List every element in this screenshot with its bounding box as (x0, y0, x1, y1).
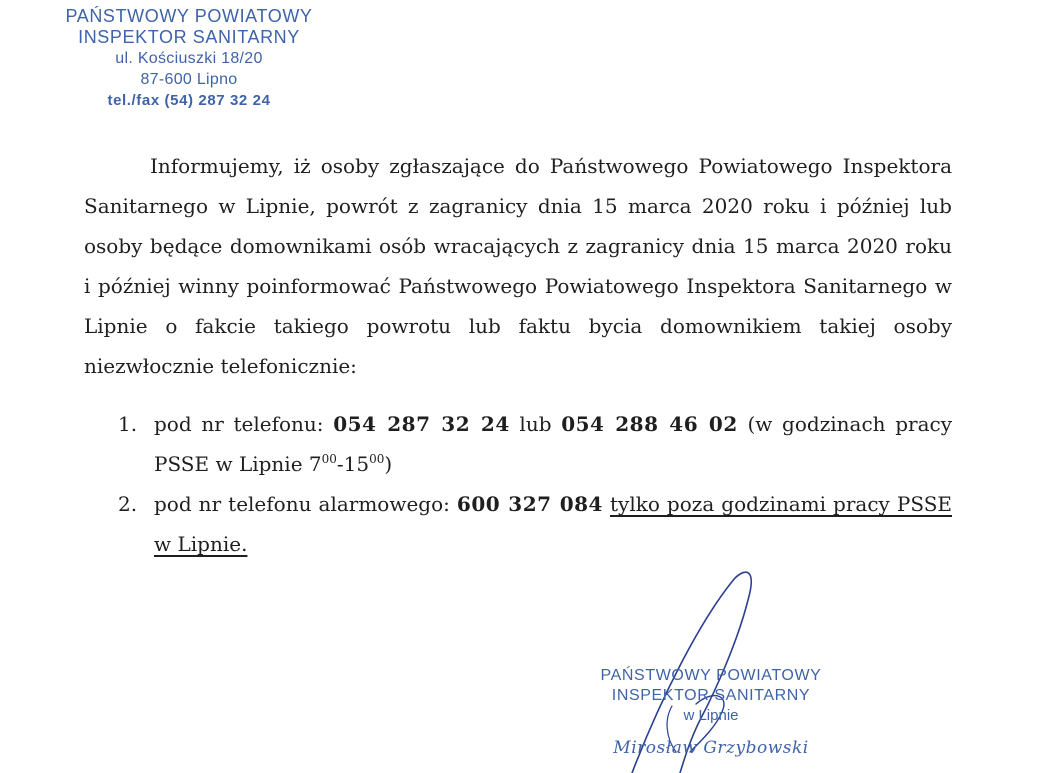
working-hours-text: (w godzinach pracy PSSE w Lipnie 7 (154, 412, 953, 476)
hours-dash: -15 (336, 452, 370, 476)
stamp-line-street: ul. Kościuszki 18/20 (115, 50, 263, 67)
header-stamp (44, 6, 334, 111)
announcement-paragraph (84, 146, 952, 386)
stamp-line-institution: PAŃSTWOWY POWIATOWY (65, 6, 313, 26)
contact-list (84, 404, 952, 564)
sig-stamp-institution: PAŃSTWOWY POWIATOWY (600, 667, 822, 684)
list-number: 1. (118, 412, 138, 436)
signature-stamp (586, 666, 836, 758)
hours-to-minutes: 00 (369, 452, 385, 466)
sig-stamp-title: INSPEKTOR SANITARNY (611, 687, 811, 704)
list-item (84, 404, 952, 484)
sig-stamp-location: w Lipnie (683, 707, 739, 724)
phone-number-secondary[interactable]: 054 288 46 02 (561, 412, 738, 436)
contact-prefix: pod nr telefonu: (154, 412, 334, 436)
hours-from-minutes: 00 (321, 452, 337, 466)
after-hours-note: tylko poza godzinami pracy PSSE w Lipnie. (154, 492, 952, 556)
stamp-line-city: 87-600 Lipno (140, 71, 238, 88)
hours-close: ) (384, 452, 393, 476)
list-item (84, 484, 952, 564)
phone-number-alarm[interactable]: 600 327 084 (456, 492, 603, 516)
stamp-line-phone: tel./fax (54) 287 32 24 (107, 92, 271, 109)
list-number: 2. (118, 492, 138, 516)
stamp-line-title: INSPEKTOR SANITARNY (78, 27, 300, 47)
contact-prefix: pod nr telefonu alarmowego: (154, 492, 457, 516)
contact-connector: lub (509, 412, 562, 436)
announcement-text: Informujemy, iż osoby zgłaszające do Państwowego Powiatowego Inspektora Sanitarnego w Lipnie, powrót z zagranicy dnia 15 marca 2020 roku i później lub osoby będące domownikami osób wracających z zagranicy dnia 15 marca 2020 roku i później winny poinformować Państwowego Powiatowego Inspektora Sanitarnego w Lipnie o fakcie takiego powrotu lub faktu bycia domownikiem takiej osoby niezwłocznie telefonicznie: (84, 154, 952, 378)
sig-stamp-name: Mirosław Grzybowski (613, 738, 809, 758)
phone-number-primary[interactable]: 054 287 32 24 (333, 412, 510, 436)
